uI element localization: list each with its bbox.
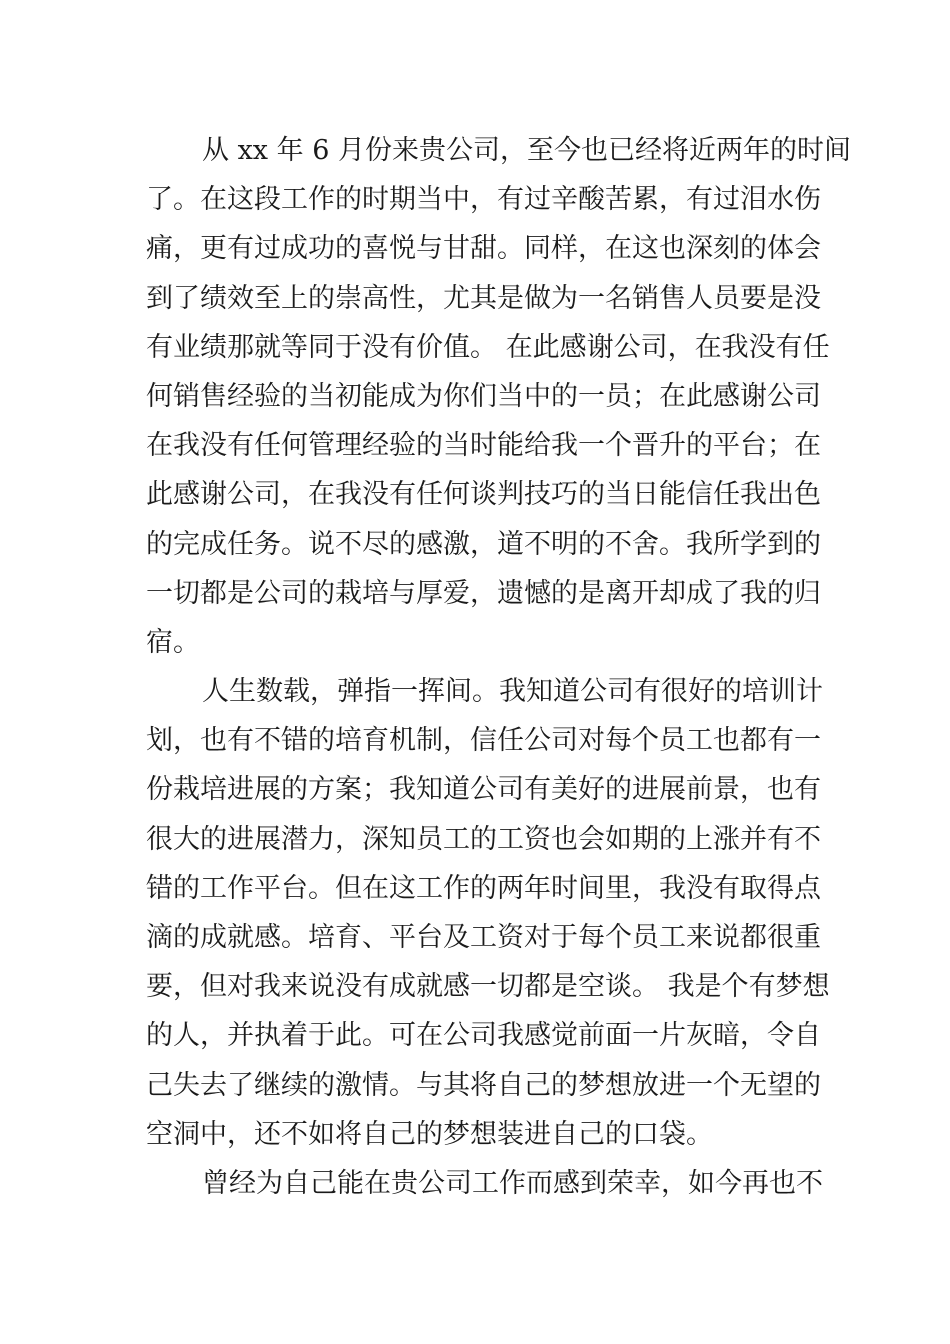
paragraph-1-line-4: 到了绩效至上的崇高性，尤其是做为一名销售人员要是没 [146,282,821,314]
paragraph-2-line-10: 空洞中，还不如将自己的梦想装进自己的口袋。 [146,1118,713,1150]
paragraph-1-line-6: 何销售经验的当初能成为你们当中的一员；在此感谢公司 [146,380,821,412]
paragraph-2-line-8: 的人，并执着于此。可在公司我感觉前面一片灰暗，令自 [146,1020,821,1052]
paragraph-1-line-5: 有业绩那就等同于没有价值。 在此感谢公司，在我没有任 [146,331,830,363]
paragraph-1-line-11: 宿。 [146,626,200,658]
paragraph-1-line-8: 此感谢公司，在我没有任何谈判技巧的当日能信任我出色 [146,479,821,511]
paragraph-1-line-7: 在我没有任何管理经验的当时能给我一个晋升的平台；在 [146,430,821,462]
paragraph-2-line-5: 错的工作平台。但在这工作的两年时间里，我没有取得点 [146,872,821,904]
paragraph-2-line-2: 划，也有不错的培育机制，信任公司对每个员工也都有一 [146,725,821,757]
paragraph-1-line-10: 一切都是公司的栽培与厚爱，遗憾的是离开却成了我的归 [146,577,821,609]
paragraph-2-line-9: 己失去了继续的激情。与其将自己的梦想放进一个无望的 [146,1069,821,1101]
paragraph-1-line-9: 的完成任务。说不尽的感激，道不明的不舍。我所学到的 [146,528,821,560]
paragraph-1-line-3: 痛，更有过成功的喜悦与甘甜。同样，在这也深刻的体会 [146,233,821,265]
paragraph-2-line-7: 要，但对我来说没有成就感一切都是空谈。 我是个有梦想 [146,971,830,1003]
paragraph-2-line-1: 人生数载，弹指一挥间。我知道公司有很好的培训计 [202,676,823,708]
paragraph-1-line-2: 了。在这段工作的时期当中，有过辛酸苦累，有过泪水伤 [146,184,821,216]
paragraph-2-line-6: 滴的成就感。培育、平台及工资对于每个员工来说都很重 [146,922,821,953]
document-body [146,126,851,1208]
paragraph-1-line-1: 从 xx 年 6 月份来贵公司，至今也已经将近两年的时间 [202,135,851,166]
paragraph-3-line-1: 曾经为自己能在贵公司工作而感到荣幸，如今再也不 [202,1167,823,1199]
paragraph-2-line-3: 份栽培进展的方案；我知道公司有美好的进展前景，也有 [146,774,821,806]
paragraph-2-line-4: 很大的进展潜力，深知员工的工资也会如期的上涨并有不 [146,823,821,855]
